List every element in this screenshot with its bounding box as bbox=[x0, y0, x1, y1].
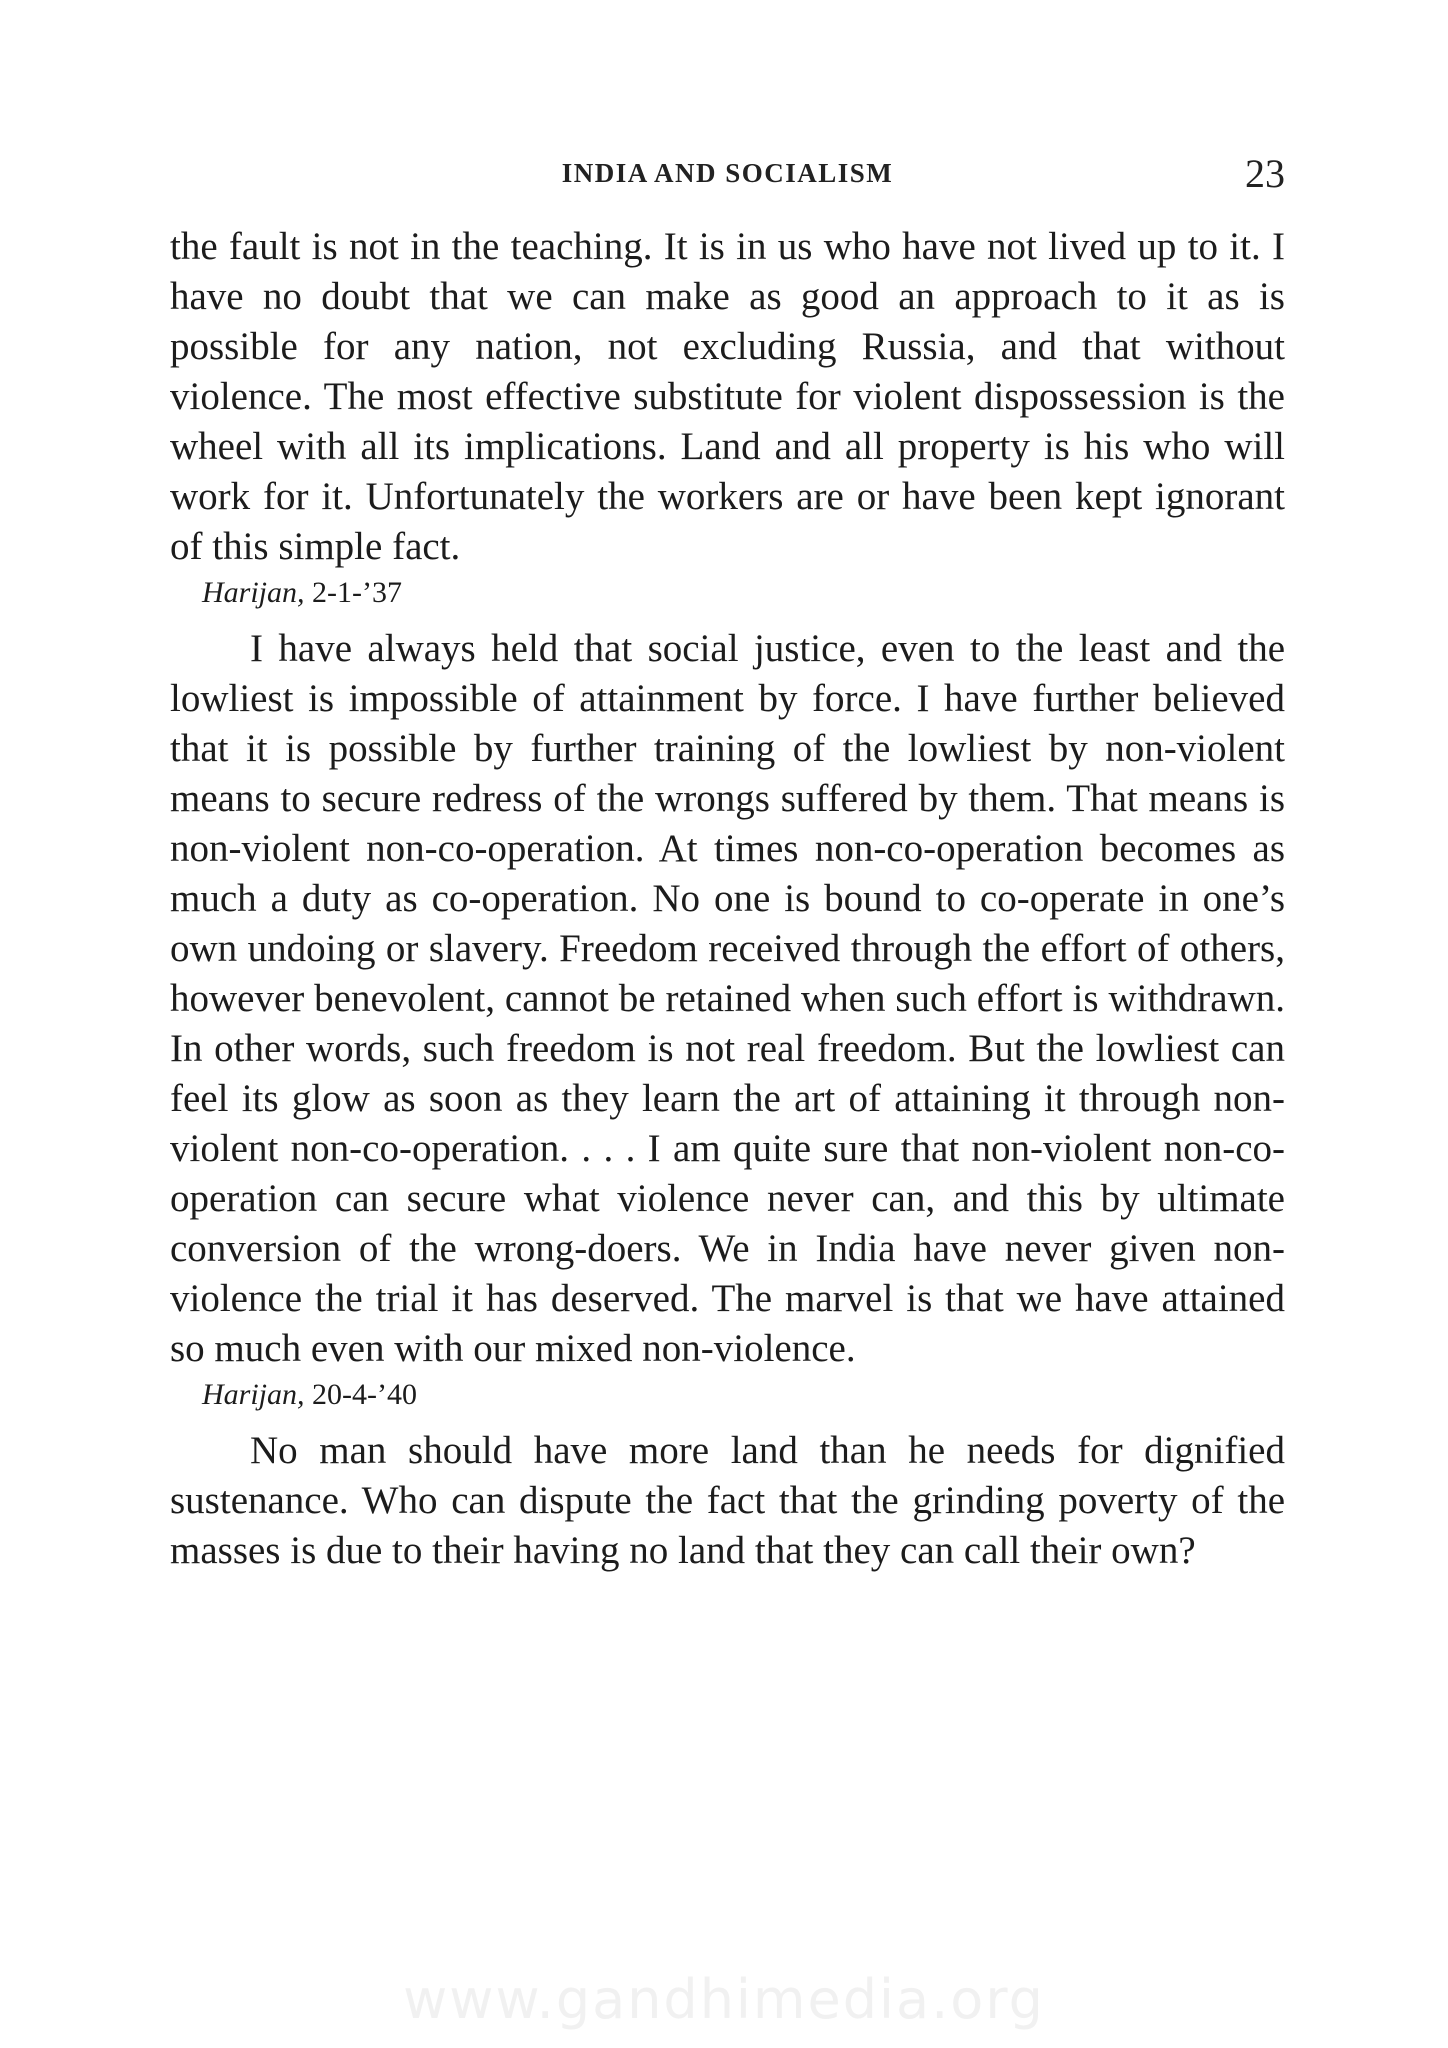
source-date: 2-1-’37 bbox=[312, 576, 402, 609]
watermark: www.gandhimedia.org bbox=[403, 1968, 1045, 2031]
running-head bbox=[170, 150, 1285, 200]
paragraph: No man should have more land than he needs for dignified sustenance. Who can dispute the fact that the grinding poverty of the masses is due to their having no land that they can call their own? bbox=[170, 1429, 1285, 1572]
source-citation bbox=[170, 1374, 1285, 1420]
source-date: 20-4-’40 bbox=[312, 1378, 417, 1411]
source-journal: Harijan, bbox=[202, 1378, 305, 1411]
source-citation bbox=[170, 572, 1285, 618]
paragraph: I have always held that social justice, even to the least and the lowliest is impossible of attainment by force. I have further believed that it is possible by further training of the lowliest by non-violent means to secure redress of the wrongs suffered by them. That means is non-violent non-co-operation. At times non-co-operation becomes as much a duty as co-operation. No one is bound to co-operate in one’s own undoing or slavery. Freedom received through the effort of others, however benevolent, cannot be retained when such effort is withdrawn. In other words, such freedom is not real freedom. But the lowliest can feel its glow as soon as they learn the art of attaining it through non-violent non-co-operation. . . . I am quite sure that non-violent non-co-operation can secure what violence never can, and this by ultimate conversion of the wrong-doers. We in India have never given non-violence the trial it has deserved. The marvel is that we have attained so much even with our mixed non-violence. bbox=[170, 627, 1285, 1370]
body-text bbox=[170, 222, 1285, 1576]
running-title: INDIA AND SOCIALISM bbox=[561, 158, 894, 188]
source-journal: Harijan, bbox=[202, 576, 305, 609]
page-number: 23 bbox=[1245, 151, 1285, 196]
paragraph-continued: the fault is not in the teaching. It is in us who have not lived up to it. I have no doubt that we can make as good an approach to it as is possible for any nation, not excluding Russia, and that without violence. The most effective substitute for violent dispossession is the wheel with all its implications. Land and all property is his who will work for it. Unfortunately the workers are or have been kept ignorant of this simple fact. bbox=[170, 225, 1285, 568]
